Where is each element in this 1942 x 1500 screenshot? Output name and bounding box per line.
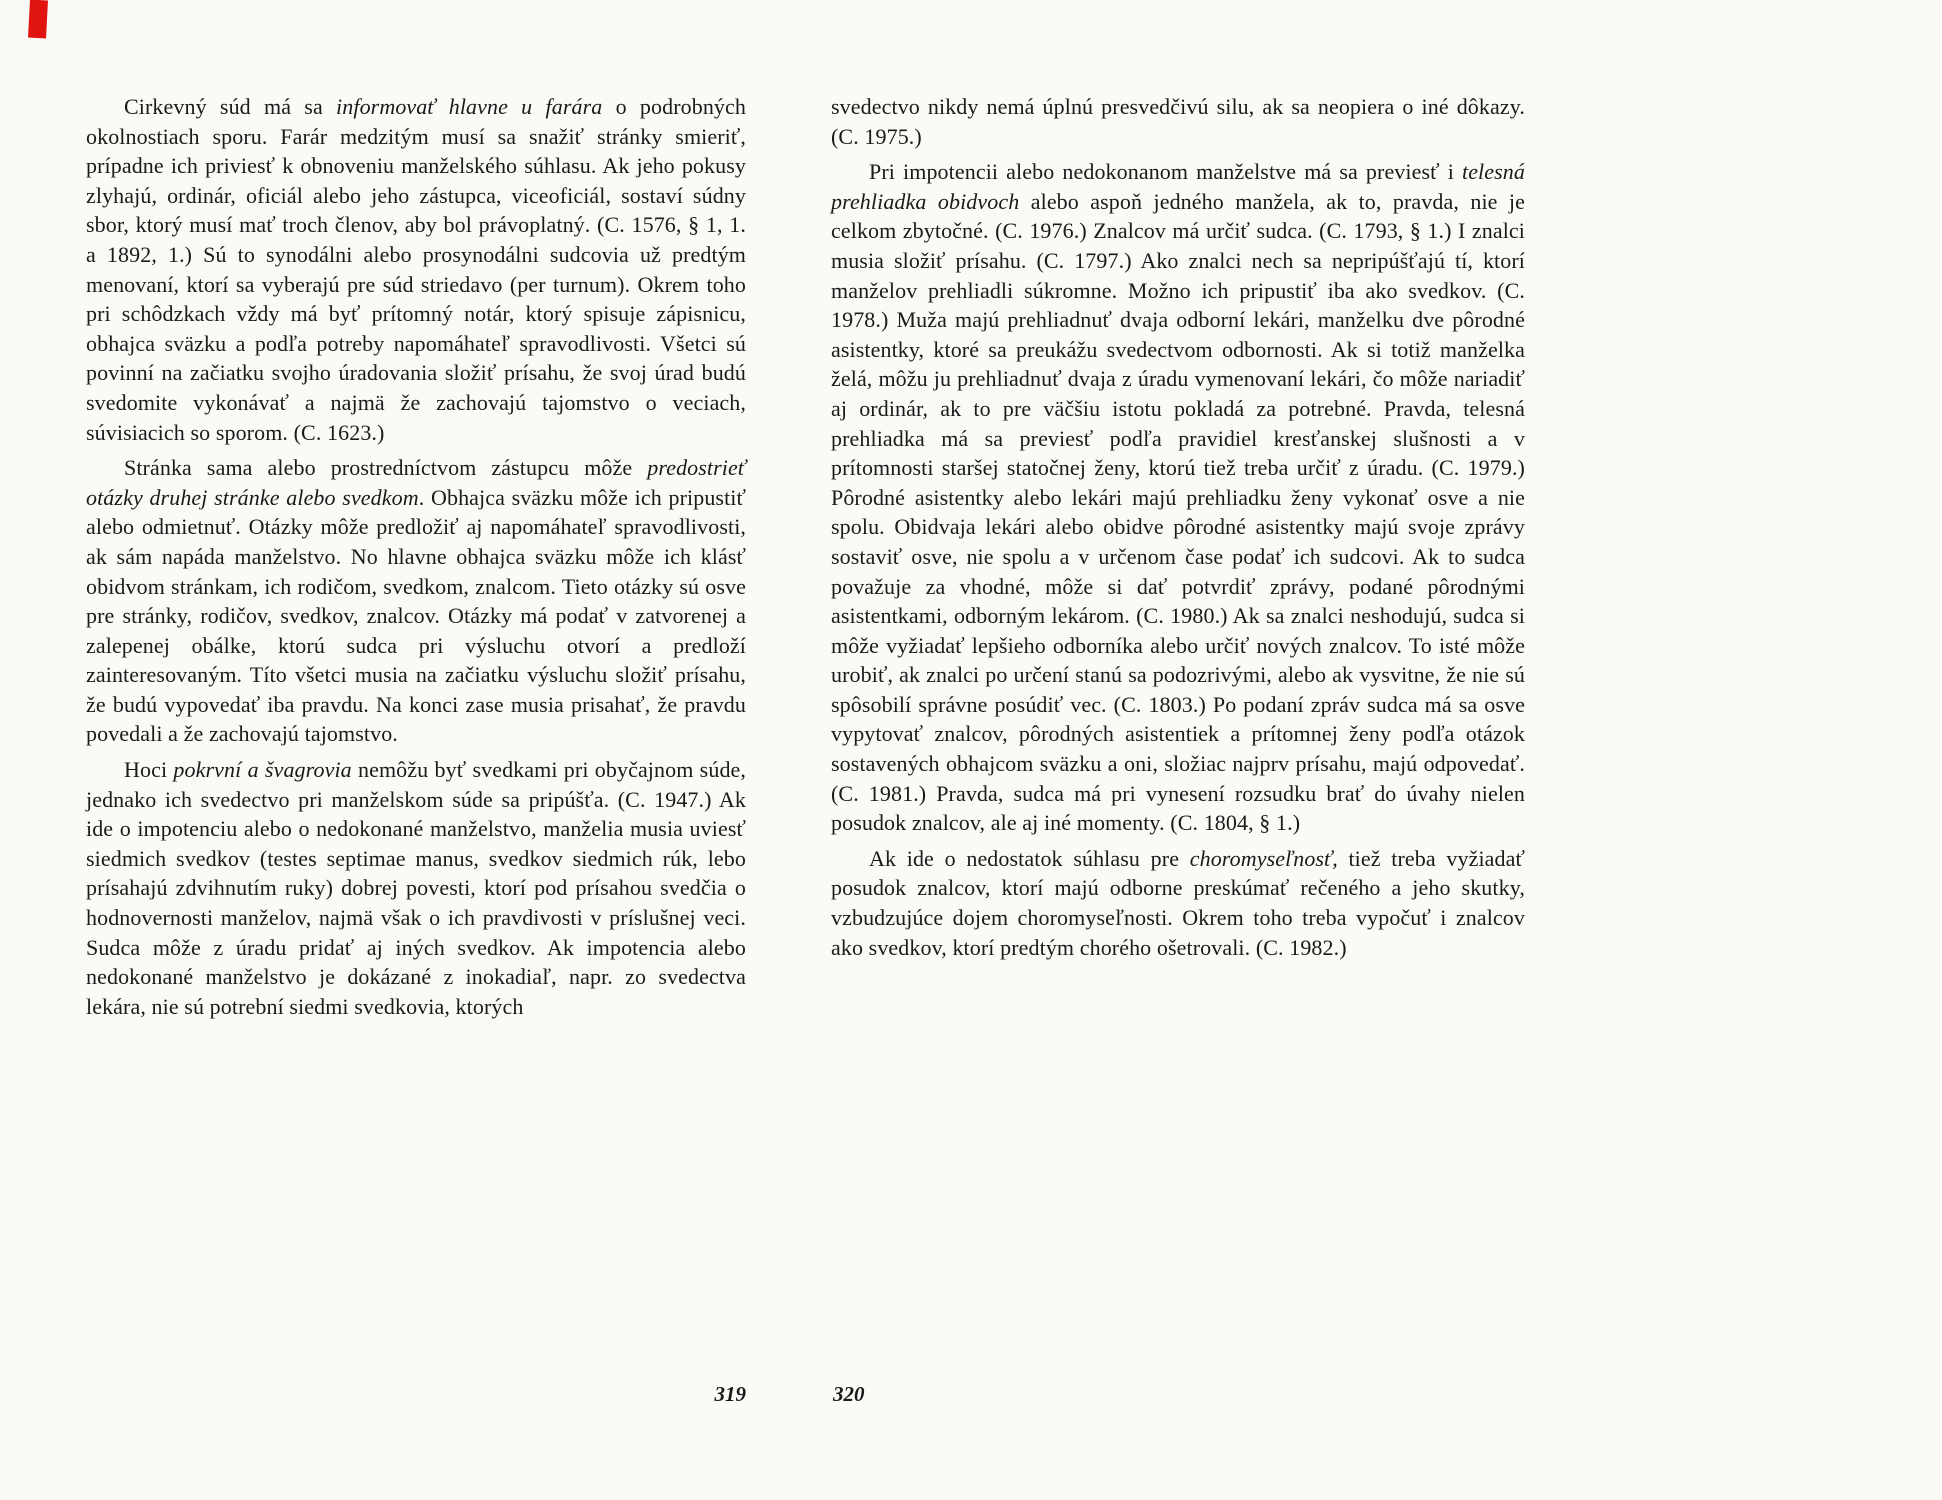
text-run: o podrobných okolnostiach sporu. Farár medzitým musí sa snažiť stránky smieriť, prípadne ich priviesť k obnoveniu manželského súhlasu. Ak jeho pokusy zlyhajú, ordinár, oficiál alebo jeho zástupca, viceoficiál, sostaví súdny sbor, ktorý musí mať troch členov, aby bol právoplatný. (C. 1576, § 1, 1. a 1892, 1.) Sú to synodálni alebo prosynodálni sudcovia už predtým menovaní, ktorí sa vyberajú pre súd striedavo (per turnum). Okrem toho pri schôdzkach vždy má byť prítomný notár, ktorý spisuje zápisnicu, obhajca sväzku a podľa potreby napomáhateľ spravodlivosti. Všetci sú povinní na začiatku svojho úradovania složiť prísahu, že svoj úrad budú svedomite vykonávať a najmä že zachovajú tajomstvo o veciach, súvisiacich so sporom. (C. 1623.)	[86, 94, 746, 445]
text-run: alebo aspoň jedného manžela, ak to, pravda, nie je celkom zbytočné. (C. 1976.) Znalcov má určiť sudca. (C. 1793, § 1.) I znalci musia složiť prísahu. (C. 1797.) Ako znalci nech sa nepripúšťajú tí, ktorí manželov prehliadli súkromne. Možno ich pripustiť iba ako svedkov. (C. 1978.) Muža majú prehliadnuť dvaja odborní lekári, manželku dve pôrodné asistentky, ktoré sa preukážu svedectvom odbornosti. Ak si totiž manželka želá, môžu ju prehliadnuť dvaja z úradu vymenovaní lekári, čo môže nariadiť aj ordinár, ak to pre väčšiu istotu pokladá za potrebné. Pravda, telesná prehliadka má sa previesť podľa pravidiel kresťanskej slušnosti a v prítomnosti staršej statočnej ženy, ktorú tiež treba určiť z úradu. (C. 1979.) Pôrodné asistentky alebo lekári majú prehliadku ženy vykonať osve a nie spolu. Obidvaja lekári alebo obidve pôrodné asistentky majú svoje zprávy sostaviť osve, nie spolu a v určenom čase podať ich sudcovi. Ak to sudca považuje za vhodné, môže si dať potvrdiť zprávy, podané pôrodnými asistentkami, odborným lekárom. (C. 1980.) Ak sa znalci neshodujú, sudca si môže vyžiadať lepšieho odborníka alebo určiť nových znalcov. To isté môže urobiť, ak znalci po určení stanú sa podozrivými, alebo ak vysvitne, že nie sú spôsobilí správne posúdiť vec. (C. 1803.) Po podaní zpráv sudca má sa osve vypytovať znalcov, pôrodných asistentiek a prítomnej ženy podľa otázok sostavených obhajcom sväzku a oni, složiac najprv prísahu, majú odpovedať. (C. 1981.) Pravda, sudca má pri vynesení rozsudku brať do úvahy nielen posudok znalcov, ale aj iné momenty. (C. 1804, § 1.)	[831, 188, 1525, 836]
text-run: Cirkevný súd má sa	[124, 94, 337, 119]
paragraph	[86, 755, 746, 1021]
text-run: Ak ide o nedostatok súhlasu pre	[869, 845, 1190, 871]
page-number-left: 319	[714, 1382, 746, 1406]
paragraph	[831, 844, 1525, 962]
text-run: nemôžu byť svedkami pri obyčajnom súde, jednako ich svedectvo pri manželskom súde sa pripúšťa. (C. 1947.) Ak ide o impotenciu alebo o nedokonané manželstvo, manželia musia uviesť siedmich svedkov (testes septimae manus, svedkov siedmich rúk, lebo prísahajú zdvihnutím ruky) dobrej povesti, ktorí pod prísahou svedčia o hodnovernosti manželov, najmä však o ich pravdivosti v príslušnej veci. Sudca môže z úradu pridať aj iných svedkov. Ak impotencia alebo nedokonané manželstvo je dokázané z inokadiaľ, napr. zo svedectva lekára, nie sú potrební siedmi svedkovia, ktorých	[86, 757, 747, 1019]
text-run: . Obhajca sväzku môže ich pripustiť alebo odmietnuť. Otázky môže predložiť aj napomáhateľ spravodlivosti, ak sám napáda manželstvo. No hlavne obhajca sväzku môže ich klásť obidvom stránkam, ich rodičom, svedkom, znalcom. Tieto otázky sú osve pre stránky, rodičov, svedkov, znalcov. Otázky má podať v zatvorenej a zalepenej obálke, ktorú sudca pri výsluchu otvorí a predloží zainteresovaným. Títo všetci musia na začiatku výsluchu složiť prísahu, že budú vypovedať iba pravdu. Na konci zase musia prisahať, že pravdu povedali a že zachovajú tajomstvo.	[86, 484, 747, 747]
text-run: svedectvo nikdy nemá úplnú presvedčivú silu, ak sa neopiera o iné dôkazy. (C. 1975.)	[831, 94, 1525, 149]
paragraph	[86, 92, 746, 447]
italic-text-run: informovať hlavne u farára	[336, 94, 603, 119]
text-run: tiež treba vyžiadať posudok znalcov, ktorí majú odborne preskúmať rečeného a jeho skutky, vzbudzujúce dojem choromyseľnosti. Okrem toho treba vypočuť i znalcov ako svedkov, ktorí predtým chorého ošetrovali. (C. 1982.)	[831, 845, 1526, 960]
red-scan-artifact	[28, 0, 48, 38]
paragraph	[86, 453, 746, 749]
paragraph	[831, 92, 1525, 151]
text-run: Pri impotencii alebo nedokonanom manželstve má sa previesť i	[869, 159, 1462, 185]
right-page-text-column	[831, 92, 1525, 962]
italic-text-run: choromyseľnosť,	[1189, 845, 1338, 871]
left-page-text-column	[86, 92, 746, 1021]
text-run: Stránka sama alebo prostredníctvom zástupcu môže	[124, 455, 648, 481]
italic-text-run: pokrvní a švagrovia	[173, 757, 352, 783]
text-run: Hoci	[124, 757, 174, 783]
italic-text-run: predostrieť otázky druhej stránke alebo svedkom	[86, 455, 746, 510]
paragraph	[831, 157, 1525, 838]
page-number-right: 320	[833, 1382, 865, 1406]
italic-text-run: telesná prehliadka obidvoch	[831, 159, 1525, 214]
